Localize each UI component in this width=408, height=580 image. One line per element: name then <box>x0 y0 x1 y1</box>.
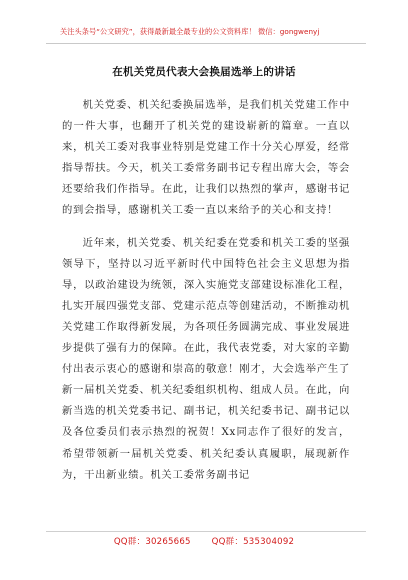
document-body <box>62 95 350 497</box>
paragraph-1: 机关党委、机关纪委换届选举，是我们机关党建工作中的一件大事，也翻开了机关党的建设崭新的篇章。一直以来，机关工委对我事业特别是党建工作十分关心厚爱，经常指导帮扶。今天，机关工委常务副书记专程出席大会，等会还要给我们作指导。在此，让我们以热烈的掌声，感谢书记的到会指导，感谢机关工委一直以来给予的关心和支持！ <box>62 99 350 217</box>
footer-contact <box>0 535 408 547</box>
footer-qq-group-2: QQ群：535304092 <box>211 537 295 547</box>
footer-divider <box>46 531 366 532</box>
footer-qq-group-1: QQ群：30265665 <box>113 537 191 547</box>
paragraph-2: 近年来，机关党委、机关纪委在党委和机关工委的坚强领导下，坚持以习近平新时代中国特色社会主义思想为指导，以政治建设为统领，深入实施党支部建设标准化工程，扎实开展四强党支部、党建示范点等创建活动，不断推动机关党建工作取得新发展，为各项任务圆满完成、事业发展进步提供了强有力的保障。在此，我代表党委，对大家的辛勤付出表示衷心的感谢和崇高的敬意！刚才，大会选举产生了新一届机关党委、机关纪委组织机构、组成人员。在此，向新当选的机关党委书记、副书记，机关纪委书记、副书记以及各位委员们表示热烈的祝贺！Xx同志作了很好的发言，希望带领新一届机关党委、机关纪委认真履职，展现新作为，干出新业绩。机关工委常务副书记 <box>62 236 350 481</box>
header-divider <box>46 43 366 44</box>
header-banner: 关注头条号“公文研究”，获得最新最全最专业的公文资料库！ 微信：gongwenyj <box>60 27 320 36</box>
document-title: 在机关党员代表大会换届选举上的讲话 <box>112 66 296 78</box>
